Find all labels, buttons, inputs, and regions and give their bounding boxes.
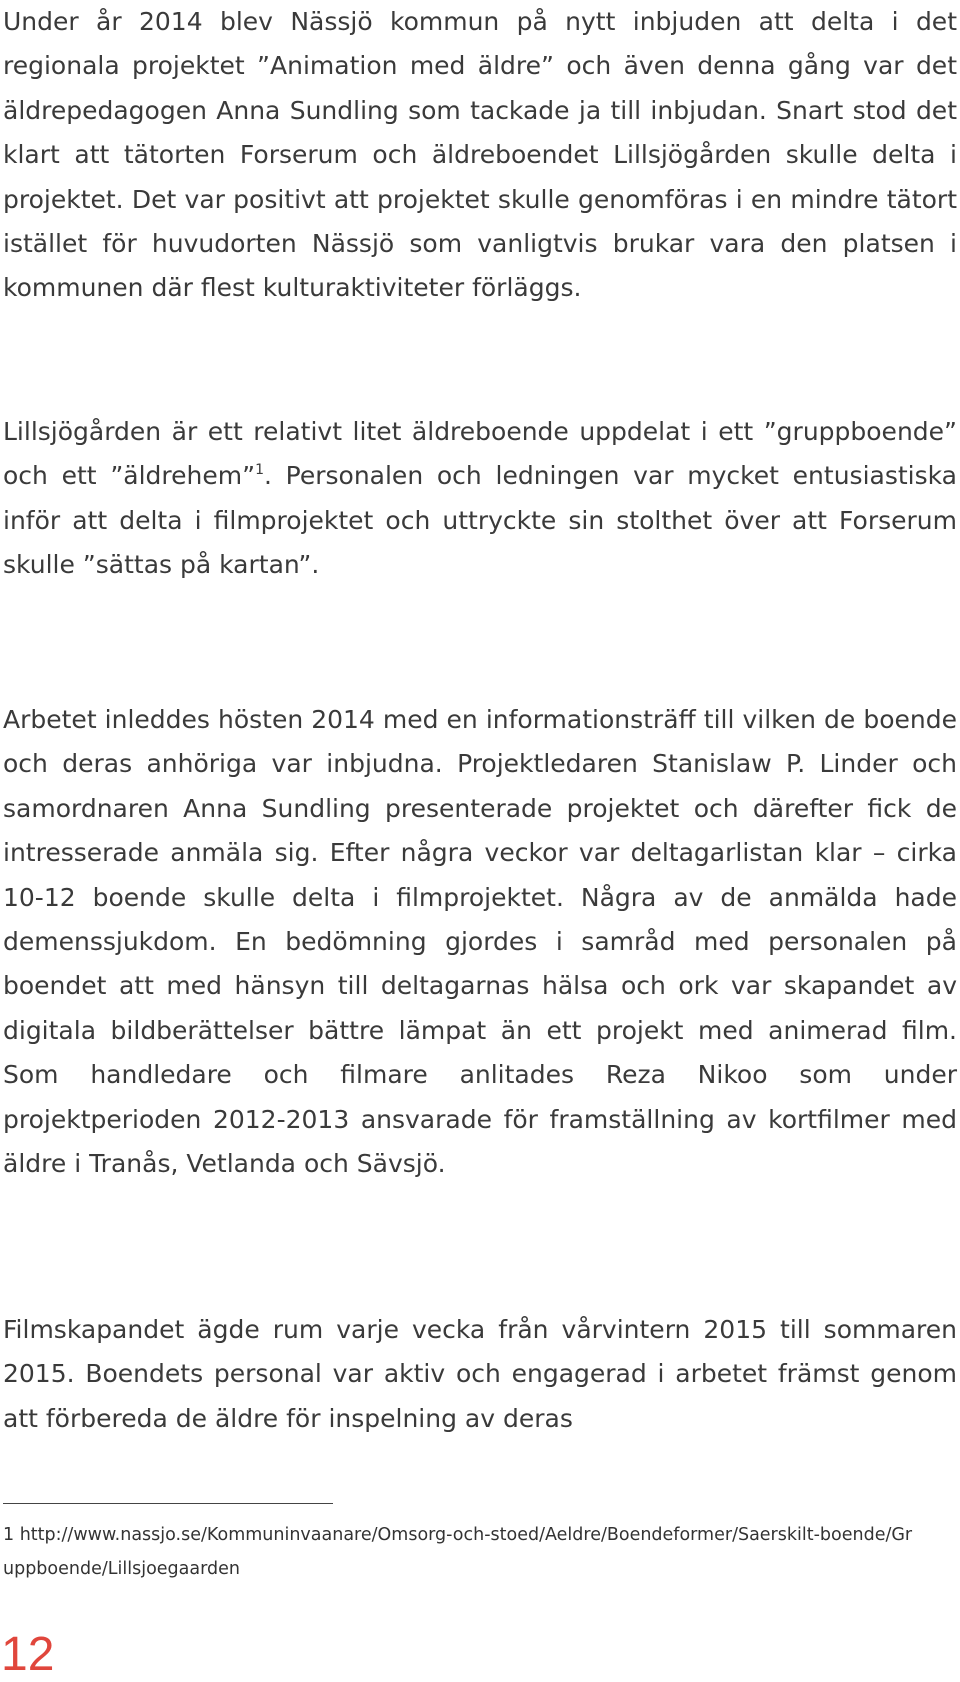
paragraph-2 (3, 410, 957, 588)
footnote-divider (3, 1503, 333, 1504)
footnote-link[interactable]: http://www.nassjo.se/Kommuninvaanare/Omsorg-och-stoed/Aeldre/Boendeformer/Saerskilt-boende/Gruppboende/Lillsjoegaarden (3, 1525, 913, 1579)
paragraph-1: Under år 2014 blev Nässjö kommun på nytt inbjuden att delta i det regionala projektet ”Animation med äldre” och även denna gång var det äldrepedagogen Anna Sundling som tackade ja till inbjudan. Snart stod det klart att tätorten Forserum och äldreboendet Lillsjögården skulle delta i projektet. Det var positivt att projektet skulle genomföras i en mindre tätort istället för huvudorten Nässjö som vanligtvis brukar vara den platsen i kommunen där flest kulturaktiviteter förläggs. (3, 7, 957, 303)
paragraph-4: Filmskapandet ägde rum varje vecka från vårvintern 2015 till sommaren 2015. Boendets personal var aktiv och engagerad i arbetet främst genom att förbereda de äldre för inspelning av deras (3, 1315, 957, 1433)
paragraph-3: Arbetet inleddes hösten 2014 med en informationsträff till vilken de boende och deras anhöriga var inbjudna. Projektledaren Stanislaw P. Linder och samordnaren Anna Sundling presenterade projektet och därefter fick de intresserade anmäla sig. Efter några veckor var deltagarlistan klar – cirka 10-12 boende skulle delta i filmprojektet. Några av de anmälda hade demenssjukdom. En bedömning gjordes i samråd med personalen på boendet att med hänsyn till deltagarnas hälsa och ork var skapandet av digitala bildberättelser bättre lämpat än ett projekt med animerad film. Som handledare och filmare anlitades Reza Nikoo som under projektperioden 2012-2013 ansvarade för framställning av kortfilmer med äldre i Tranås, Vetlanda och Sävsjö. (3, 705, 957, 1179)
footnote-reference[interactable]: 1 (255, 462, 264, 479)
page-number: 12 (1, 1628, 55, 1681)
footnote (3, 1518, 923, 1586)
paragraph-2-text-before-footnote: Lillsjögården är ett relativt litet äldreboende uppdelat i ett ”gruppboende” och ett ”äldrehem” (3, 417, 957, 491)
paragraph-2-text-after-footnote: . Personalen och ledningen var mycket entusiastiska inför att delta i filmprojektet och uttryckte sin stolthet över att Forserum skulle ”sättas på kartan”. (3, 461, 957, 580)
footnote-number: 1 (3, 1525, 15, 1545)
